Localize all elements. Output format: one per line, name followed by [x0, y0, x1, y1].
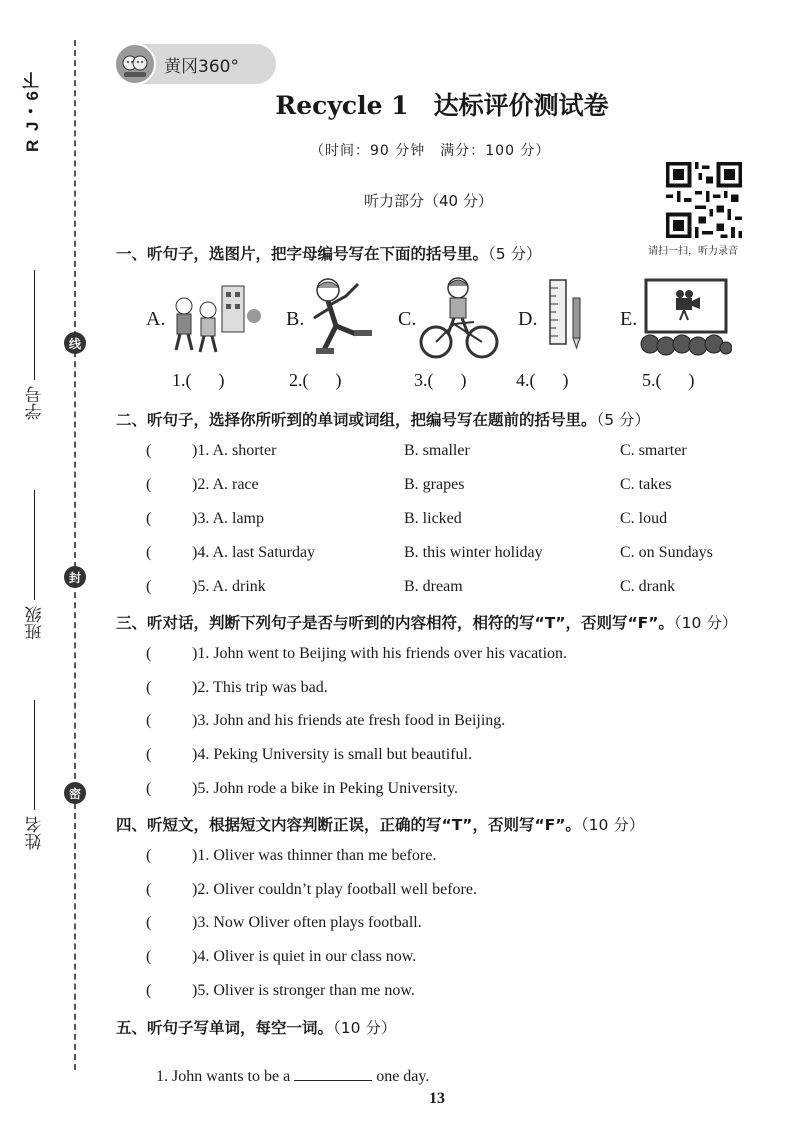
answer-paren[interactable]: ( — [146, 510, 152, 527]
answer-paren[interactable]: ( — [146, 442, 152, 459]
answer-paren[interactable]: ( — [146, 679, 152, 696]
answer-paren[interactable]: ( — [146, 476, 152, 493]
section-5-score: （10 分） — [333, 1019, 397, 1037]
page-title: Recycle 1 达标评价测试卷 — [275, 91, 609, 120]
s5-question-1: 1. John wants to be a one day. — [156, 1068, 430, 1085]
grade-code: R J・6下 — [23, 70, 42, 152]
s2-q3-option-c: C. loud — [620, 510, 668, 527]
exam-info: （时间：90 分钟 满分：100 分） — [310, 143, 551, 159]
s2-q1-option-c: C. smarter — [620, 442, 687, 459]
class-field — [22, 490, 48, 640]
s3-statement-3: )3. John and his friends ate fresh food in Beijing. — [192, 712, 506, 729]
answer-paren[interactable]: ( — [146, 881, 152, 898]
s2-q5-option-c: C. drank — [620, 578, 676, 595]
girl-cycling-picture — [418, 276, 500, 362]
s2-q4-option-a: )4. A. last Saturday — [192, 544, 316, 561]
answer-paren[interactable]: ( — [146, 544, 152, 561]
answer-paren[interactable]: ( — [146, 780, 152, 797]
kids-walking-picture — [166, 276, 262, 360]
brand-badge — [116, 44, 276, 84]
section-2-heading: 二、听句子，选择你所听到的单词或词组，把编号写在题前的括号里。（5 分） — [116, 411, 651, 429]
picture-answer-4[interactable]: 4.( ) — [516, 370, 569, 390]
brand-text: 黄冈360° — [164, 56, 239, 77]
ruler-pencil-picture — [546, 276, 586, 350]
s2-q1-option-b: B. smaller — [404, 442, 470, 459]
s4-statement-1: )1. Oliver was thinner than me before. — [192, 847, 437, 864]
qr-code-icon[interactable] — [666, 162, 742, 238]
s2-q5-option-a: )5. A. drink — [192, 578, 266, 595]
seal-secret-mark: 密 — [64, 782, 86, 804]
answer-paren[interactable]: ( — [146, 948, 152, 965]
answer-paren[interactable]: ( — [146, 712, 152, 729]
answer-paren[interactable]: ( — [146, 746, 152, 763]
s3-statement-2: )2. This trip was bad. — [192, 679, 328, 696]
picture-label-d: D. — [518, 308, 538, 330]
section-1-score: （5 分） — [488, 245, 542, 263]
page-number: 13 — [429, 1090, 445, 1107]
class-blank[interactable] — [35, 490, 36, 600]
picture-answer-3[interactable]: 3.( ) — [414, 370, 467, 390]
section-3-heading: 三、听对话，判断下列句子是否与听到的内容相符，相符的写“T”，否则写“F”。（10 分） — [116, 614, 738, 632]
student-id-label: 学号 — [25, 386, 46, 420]
seal-seal-mark: 封 — [64, 566, 86, 588]
picture-label-b: B. — [286, 308, 305, 330]
answer-paren[interactable]: ( — [146, 847, 152, 864]
qr-caption: 请扫一扫，听力录音 — [648, 246, 738, 257]
skating-boy-picture — [306, 276, 382, 360]
answer-paren[interactable]: ( — [146, 578, 152, 595]
section-1-heading: 一、听句子，选图片，把字母编号写在下面的括号里。（5 分） — [116, 245, 542, 263]
s3-statement-5: )5. John rode a bike in Peking University. — [192, 780, 459, 797]
student-id-field — [22, 270, 48, 420]
s3-statement-4: )4. Peking University is small but beautiful. — [192, 746, 472, 763]
s2-q1-option-a: )1. A. shorter — [192, 442, 277, 459]
s2-q2-option-c: C. takes — [620, 476, 672, 493]
s2-q3-option-a: )3. A. lamp — [192, 510, 264, 527]
s4-statement-2: )2. Oliver couldn’t play football well before. — [192, 881, 477, 898]
answer-paren[interactable]: ( — [146, 914, 152, 931]
binding-dashed-line — [74, 40, 76, 1070]
section-2-score: （5 分） — [596, 411, 651, 429]
name-label: 姓名 — [25, 816, 46, 850]
s5-answer-blank[interactable] — [294, 1067, 372, 1081]
picture-label-e: E. — [620, 308, 638, 330]
s4-statement-5: )5. Oliver is stronger than me now. — [192, 982, 415, 999]
s3-statement-1: )1. John went to Beijing with his friends over his vacation. — [192, 645, 568, 662]
s4-statement-4: )4. Oliver is quiet in our class now. — [192, 948, 417, 965]
s4-statement-3: )3. Now Oliver often plays football. — [192, 914, 422, 931]
brand-logo-icon — [114, 43, 156, 85]
section-4-heading: 四、听短文，根据短文内容判断正误，正确的写“T”，否则写“F”。（10 分） — [116, 816, 645, 834]
s2-q2-option-a: )2. A. race — [192, 476, 259, 493]
s2-q5-option-b: B. dream — [404, 578, 463, 595]
seal-line-mark: 线 — [64, 332, 86, 354]
listening-part-title: 听力部分（40 分） — [364, 192, 493, 210]
s2-q3-option-b: B. licked — [404, 510, 462, 527]
picture-label-a: A. — [146, 308, 166, 330]
section-5-heading: 五、听句子写单词，每空一词。（10 分） — [116, 1019, 397, 1037]
section-4-score: （10 分） — [580, 816, 645, 834]
picture-answer-1[interactable]: 1.( ) — [172, 370, 225, 390]
name-field — [22, 700, 48, 850]
s2-q4-option-b: B. this winter holiday — [404, 544, 543, 561]
answer-paren[interactable]: ( — [146, 645, 152, 662]
class-label: 班级 — [25, 606, 46, 640]
answer-paren[interactable]: ( — [146, 982, 152, 999]
picture-label-c: C. — [398, 308, 417, 330]
s2-q2-option-b: B. grapes — [404, 476, 465, 493]
section-3-score: （10 分） — [673, 614, 738, 632]
movie-theater-picture — [640, 276, 732, 360]
picture-answer-5[interactable]: 5.( ) — [642, 370, 695, 390]
s2-q4-option-c: C. on Sundays — [620, 544, 713, 561]
name-blank[interactable] — [35, 700, 36, 810]
picture-answer-2[interactable]: 2.( ) — [289, 370, 342, 390]
student-id-blank[interactable] — [35, 270, 36, 380]
